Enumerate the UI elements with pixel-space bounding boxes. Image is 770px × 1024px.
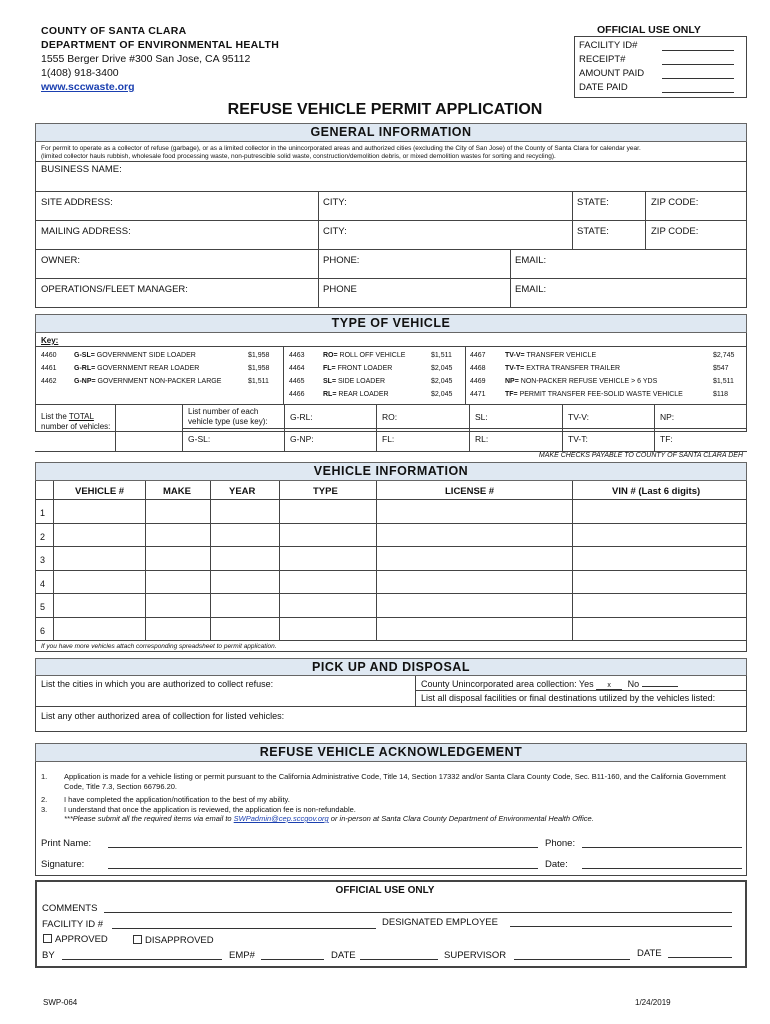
vehicle-cell-input[interactable] bbox=[54, 571, 144, 593]
by-label: BY bbox=[42, 950, 55, 961]
mailing-city-label[interactable]: CITY: bbox=[323, 226, 347, 237]
vehicle-cell-input[interactable] bbox=[211, 571, 278, 593]
official-bottom-title: OFFICIAL USE ONLY bbox=[335, 885, 435, 896]
make-header: MAKE bbox=[163, 486, 191, 497]
ops-phone-label[interactable]: PHONE bbox=[323, 284, 357, 295]
vehicle-cell-input[interactable] bbox=[573, 547, 746, 569]
vehicle-cell-input[interactable] bbox=[573, 500, 746, 522]
key-desc: GOVERNMENT SIDE LOADER bbox=[96, 352, 196, 359]
ack-item-text: I have completed the application/notification to the best of my ability. bbox=[64, 795, 290, 804]
total-post: number of vehicles: bbox=[41, 422, 111, 431]
count-np[interactable]: NP: bbox=[660, 412, 675, 422]
facility-id-bottom-field[interactable] bbox=[112, 928, 376, 929]
count-fl[interactable]: FL: bbox=[382, 434, 395, 444]
vehicle-cell-input[interactable] bbox=[280, 618, 375, 640]
vehicle-cell-input[interactable] bbox=[146, 618, 209, 640]
key-fee: $2,745 bbox=[713, 352, 735, 359]
org-address: 1555 Berger Drive #300 San Jose, CA 95112 bbox=[41, 53, 251, 65]
vehicle-cell-input[interactable] bbox=[377, 594, 571, 616]
key-code: 4467 bbox=[470, 352, 486, 359]
key-fee: $1,958 bbox=[248, 365, 270, 372]
vehicle-cell-input[interactable] bbox=[54, 594, 144, 616]
key-desc: REAR LOADER bbox=[338, 391, 389, 398]
key-fee: $2,045 bbox=[431, 378, 453, 385]
vehicle-cell-input[interactable] bbox=[573, 524, 746, 546]
total-vehicles-label bbox=[41, 412, 121, 432]
key-entry bbox=[74, 352, 196, 359]
key-code: 4464 bbox=[289, 365, 305, 372]
county-no-label: No bbox=[627, 679, 640, 689]
vehicle-cell-input[interactable] bbox=[54, 500, 144, 522]
form-code: SWP-064 bbox=[43, 998, 78, 1007]
vin-header: VIN # (Last 6 digits) bbox=[612, 486, 701, 497]
vehicle-cell-input[interactable] bbox=[573, 571, 746, 593]
key-abbr: G-NP= bbox=[74, 378, 96, 385]
date-paid-field[interactable] bbox=[662, 92, 734, 93]
ack-item-text: Application is made for a vehicle listing or permit pursuant to the California Administrative Code, Title 14, Section 17332 and/or Santa Clara County Code, Sec. B11-160, and the California Government Code, Title 7.3, Section 66796.20. bbox=[64, 772, 726, 791]
ops-email-label[interactable]: EMAIL: bbox=[515, 284, 547, 295]
rule bbox=[145, 481, 146, 640]
vehicle-row-number: 6 bbox=[40, 625, 46, 636]
key-desc: ROLL OFF VEHICLE bbox=[339, 352, 406, 359]
key-entry bbox=[505, 391, 683, 398]
vehicle-cell-input[interactable] bbox=[211, 594, 278, 616]
disapproved-option[interactable] bbox=[133, 935, 214, 946]
rule bbox=[572, 191, 573, 249]
rule bbox=[376, 481, 377, 640]
approved-label: APPROVED bbox=[55, 934, 108, 945]
date2-field[interactable] bbox=[668, 957, 732, 958]
ack-item-number: 1. bbox=[41, 772, 48, 781]
vehicle-cell-input[interactable] bbox=[377, 524, 571, 546]
date-label: Date: bbox=[545, 859, 568, 870]
key-abbr: G-RL= bbox=[74, 365, 96, 372]
vehicle-cell-input[interactable] bbox=[146, 524, 209, 546]
key-desc: TRANSFER VEHICLE bbox=[526, 352, 597, 359]
vehicle-cell-input[interactable] bbox=[280, 524, 375, 546]
rule bbox=[210, 481, 211, 640]
county-no-field[interactable] bbox=[642, 678, 678, 687]
submit-note-pre: ***Please submit all the required items via email to bbox=[64, 814, 234, 823]
site-zip-label[interactable]: ZIP CODE: bbox=[651, 197, 699, 208]
rule bbox=[35, 191, 747, 192]
vehicle-row-number: 1 bbox=[40, 508, 46, 518]
designated-employee-field[interactable] bbox=[510, 926, 732, 927]
total-underline: TOTAL bbox=[68, 412, 94, 421]
designated-employee-label: DESIGNATED EMPLOYEE bbox=[382, 917, 498, 928]
ack-item-text: I understand that once the application is reviewed, the application fee is non-refundable. bbox=[64, 805, 356, 814]
email-link[interactable]: SWPadmin@cep.sccgov.org bbox=[233, 814, 329, 823]
rule bbox=[35, 346, 747, 347]
ack-title: REFUSE VEHICLE ACKNOWLEDGEMENT bbox=[35, 743, 747, 762]
key-abbr: FL= bbox=[323, 365, 336, 372]
vehicle-cell-input[interactable] bbox=[211, 524, 278, 546]
key-abbr: RL= bbox=[323, 391, 337, 398]
vehicle-cell-input[interactable] bbox=[573, 618, 746, 640]
vehicle-cell-input[interactable] bbox=[54, 524, 144, 546]
checks-payable-note-visible: MAKE CHECKS PAYABLE TO COUNTY OF SANTA CLARA DEH bbox=[538, 452, 743, 459]
vehicle-cell-input[interactable] bbox=[211, 618, 278, 640]
official-use-title: OFFICIAL USE ONLY bbox=[597, 24, 701, 36]
rule bbox=[283, 346, 284, 404]
count-g-np[interactable]: G-NP: bbox=[290, 434, 314, 444]
print-name-label: Print Name: bbox=[41, 838, 92, 849]
count-sl[interactable]: SL: bbox=[475, 412, 488, 422]
count-g-sl[interactable]: G-SL: bbox=[188, 434, 211, 444]
key-entry bbox=[505, 365, 620, 372]
general-intro-1: For permit to operate as a collector of refuse (garbage), or as a limited collector in the unincorporated areas and authorized cities (excluding the City of San Jose) of the County of Santa Clara for calendar year. bbox=[41, 145, 641, 152]
rule bbox=[284, 404, 285, 452]
key-abbr: G-SL= bbox=[74, 352, 95, 359]
cities-label[interactable]: List the cities in which you are authorized to collect refuse: bbox=[41, 679, 274, 689]
org-phone: 1(408) 918-3400 bbox=[41, 67, 119, 79]
vehicle-cell-input[interactable] bbox=[377, 547, 571, 569]
rule bbox=[35, 706, 747, 707]
vehicle-cell-input[interactable] bbox=[54, 547, 144, 569]
date-bottom-label: DATE bbox=[331, 950, 356, 961]
revision-date: 1/24/2019 bbox=[635, 998, 671, 1007]
rule bbox=[35, 249, 747, 250]
key-code: 4466 bbox=[289, 391, 305, 398]
key-entry bbox=[74, 378, 221, 385]
website-link[interactable]: www.sccwaste.org bbox=[41, 81, 135, 93]
vehicle-cell-input[interactable] bbox=[573, 594, 746, 616]
rule bbox=[376, 404, 377, 452]
rule bbox=[35, 404, 747, 405]
rule bbox=[469, 404, 470, 452]
amount-paid-label: AMOUNT PAID bbox=[579, 68, 645, 79]
key-fee: $1,511 bbox=[248, 378, 269, 385]
vehicle-row-number: 4 bbox=[40, 578, 46, 589]
date-field[interactable] bbox=[582, 868, 742, 869]
key-code: 4465 bbox=[289, 378, 305, 385]
vehicle-cell-input[interactable] bbox=[377, 571, 571, 593]
other-area-label[interactable]: List any other authorized area of collection for listed vehicles: bbox=[41, 711, 285, 721]
rule bbox=[35, 161, 747, 162]
vehicle-cell-input[interactable] bbox=[211, 500, 278, 522]
rule bbox=[35, 278, 747, 279]
vehicle-row-number: 3 bbox=[40, 555, 46, 565]
key-desc: GOVERNMENT REAR LOADER bbox=[97, 365, 200, 372]
approved-option[interactable] bbox=[43, 934, 108, 945]
key-abbr: TV-T= bbox=[505, 365, 525, 372]
rule bbox=[35, 220, 747, 221]
mailing-zip-label[interactable]: ZIP CODE: bbox=[651, 226, 699, 237]
rule bbox=[415, 676, 416, 706]
emp-label: EMP# bbox=[229, 950, 255, 961]
phone-label: Phone: bbox=[545, 838, 576, 849]
count-ro[interactable]: RO: bbox=[382, 412, 398, 422]
type-header: TYPE bbox=[313, 486, 338, 497]
key-code: 4462 bbox=[41, 378, 57, 385]
key-fee: $1,511 bbox=[713, 378, 734, 385]
key-code: 4461 bbox=[41, 365, 57, 372]
phone-field[interactable] bbox=[582, 847, 742, 848]
key-entry bbox=[505, 352, 596, 359]
key-entry bbox=[323, 378, 385, 385]
key-fee: $1,958 bbox=[248, 352, 270, 359]
by-field[interactable] bbox=[62, 959, 222, 960]
vehicle-cell-input[interactable] bbox=[377, 618, 571, 640]
key-fee: $118 bbox=[713, 391, 729, 398]
county-yes-field[interactable]: x bbox=[596, 682, 622, 690]
key-fee: $2,045 bbox=[431, 365, 453, 372]
rule bbox=[53, 481, 54, 640]
key-code: 4471 bbox=[470, 391, 486, 398]
key-abbr: SL= bbox=[323, 378, 337, 385]
vehicle-cell-input[interactable] bbox=[146, 571, 209, 593]
supervisor-field[interactable] bbox=[514, 959, 630, 960]
comments-field[interactable] bbox=[104, 912, 732, 913]
site-address-label[interactable]: SITE ADDRESS: bbox=[41, 197, 113, 208]
vehicle-cell-input[interactable] bbox=[146, 594, 209, 616]
form-title: REFUSE VEHICLE PERMIT APPLICATION bbox=[227, 101, 543, 118]
count-tf[interactable]: TF: bbox=[660, 434, 673, 444]
signature-field[interactable] bbox=[108, 868, 538, 869]
rule bbox=[562, 404, 563, 452]
county-collection bbox=[421, 678, 678, 690]
disposal-label[interactable]: List all disposal facilities or final destinations utilized by the vehicles listed: bbox=[421, 693, 716, 703]
owner-label[interactable]: OWNER: bbox=[41, 255, 81, 266]
site-state-label[interactable]: STATE: bbox=[577, 197, 609, 208]
key-entry bbox=[323, 365, 392, 372]
rule bbox=[35, 640, 747, 641]
count-tv-t[interactable]: TV-T: bbox=[568, 434, 588, 444]
general-info-title: GENERAL INFORMATION bbox=[35, 123, 747, 142]
facility-id-bottom-label: FACILITY ID # bbox=[42, 919, 104, 930]
business-name-label[interactable]: BUSINESS NAME: bbox=[41, 164, 122, 175]
total-pre: List the bbox=[41, 412, 69, 421]
disapproved-label: DISAPPROVED bbox=[145, 935, 214, 946]
key-desc: PERMIT TRANSFER FEE-SOLID WASTE VEHICLE bbox=[519, 391, 683, 398]
key-desc: SIDE LOADER bbox=[338, 378, 386, 385]
vehicle-row-number: 5 bbox=[40, 602, 46, 612]
ack-item-number: 3. bbox=[41, 805, 48, 814]
mailing-address-label[interactable]: MAILING ADDRESS: bbox=[41, 226, 131, 237]
facility-id-field[interactable] bbox=[662, 50, 734, 51]
print-name-field[interactable] bbox=[108, 847, 538, 848]
key-fee: $1,511 bbox=[431, 352, 452, 359]
key-code: 4469 bbox=[470, 378, 486, 385]
rule bbox=[645, 191, 646, 249]
more-vehicles-note: If you have more vehicles attach corresponding spreadsheet to permit application. bbox=[41, 643, 277, 650]
date-bottom-field[interactable] bbox=[360, 959, 438, 960]
rule bbox=[415, 690, 747, 691]
supervisor-label: SUPERVISOR bbox=[444, 950, 507, 961]
vehicle-info-title: VEHICLE INFORMATION bbox=[35, 462, 747, 481]
submit-note bbox=[64, 814, 594, 823]
key-code: 4468 bbox=[470, 365, 486, 372]
vehicle-cell-input[interactable] bbox=[211, 547, 278, 569]
key-abbr: RO= bbox=[323, 352, 338, 359]
vehicle-cell-input[interactable] bbox=[377, 500, 571, 522]
key-abbr: NP= bbox=[505, 378, 519, 385]
key-entry bbox=[323, 391, 389, 398]
disapproved-checkbox[interactable] bbox=[133, 935, 142, 944]
key-abbr: TF= bbox=[505, 391, 518, 398]
count-rl[interactable]: RL: bbox=[475, 434, 489, 444]
receipt-field[interactable] bbox=[662, 64, 734, 65]
rule bbox=[318, 191, 319, 308]
rule bbox=[182, 428, 747, 429]
vehicle-cell-input[interactable] bbox=[280, 594, 375, 616]
count-g-rl[interactable]: G-RL: bbox=[290, 412, 313, 422]
key-desc: EXTRA TRANSFER TRAILER bbox=[526, 365, 621, 372]
rule bbox=[572, 481, 573, 640]
department-name: DEPARTMENT OF ENVIRONMENTAL HEALTH bbox=[41, 39, 280, 51]
key-entry bbox=[323, 352, 405, 359]
year-header: YEAR bbox=[229, 486, 256, 497]
key-desc: GOVERNMENT NON-PACKER LARGE bbox=[97, 378, 222, 385]
date-paid-label: DATE PAID bbox=[579, 82, 628, 93]
mailing-state-label[interactable]: STATE: bbox=[577, 226, 609, 237]
facility-id-label: FACILITY ID# bbox=[579, 40, 638, 51]
license-header: LICENSE # bbox=[445, 486, 495, 497]
key-abbr: TV-V= bbox=[505, 352, 525, 359]
amount-paid-field[interactable] bbox=[662, 78, 734, 79]
each-type-label: List number of each vehicle type (use key): bbox=[188, 407, 268, 426]
key-desc: NON-PACKER REFUSE VEHICLE > 6 YDS bbox=[520, 378, 658, 385]
vehicle-cell-input[interactable] bbox=[146, 547, 209, 569]
type-of-vehicle-title: TYPE OF VEHICLE bbox=[35, 314, 747, 333]
owner-phone-label[interactable]: PHONE: bbox=[323, 255, 360, 266]
signature-label: Signature: bbox=[41, 859, 85, 870]
ops-manager-label[interactable]: OPERATIONS/FLEET MANAGER: bbox=[41, 284, 188, 295]
vehicle-cell-input[interactable] bbox=[280, 500, 375, 522]
date2-label: DATE bbox=[637, 948, 662, 959]
general-intro-2: (limited collector hauls rubbish, wholesale food processing waste, non-putrescible solid waste, construction/demolition debris, or mixed demolition wastes for sorting and recycling). bbox=[41, 153, 556, 160]
rule bbox=[654, 404, 655, 452]
key-desc: FRONT LOADER bbox=[337, 365, 393, 372]
approved-checkbox[interactable] bbox=[43, 934, 52, 943]
rule bbox=[279, 481, 280, 640]
vehicle-cell-input[interactable] bbox=[146, 500, 209, 522]
vehicle-cell-input[interactable] bbox=[280, 571, 375, 593]
count-tv-v[interactable]: TV-V: bbox=[568, 412, 589, 422]
key-label: Key: bbox=[41, 336, 59, 345]
key-fee: $2,045 bbox=[431, 391, 453, 398]
ack-item-number: 2. bbox=[41, 795, 48, 804]
rule bbox=[115, 404, 116, 452]
vehicle-cell-input[interactable] bbox=[280, 547, 375, 569]
key-fee: $547 bbox=[713, 365, 729, 372]
key-entry bbox=[505, 378, 657, 385]
site-city-label[interactable]: CITY: bbox=[323, 197, 347, 208]
key-code: 4463 bbox=[289, 352, 305, 359]
vehicle-cell-input[interactable] bbox=[54, 618, 144, 640]
owner-email-label[interactable]: EMAIL: bbox=[515, 255, 547, 266]
key-entry bbox=[74, 365, 199, 372]
comments-label: COMMENTS bbox=[42, 903, 98, 914]
receipt-label: RECEIPT# bbox=[579, 54, 626, 65]
submit-note-post: or in-person at Santa Clara County Department of Environmental Health Office. bbox=[328, 814, 594, 823]
rule bbox=[465, 346, 466, 404]
pickup-title: PICK UP AND DISPOSAL bbox=[35, 658, 747, 676]
county-collection-label: County Unincorporated area collection: Yes bbox=[421, 679, 597, 689]
key-code: 4460 bbox=[41, 352, 57, 359]
org-name: COUNTY OF SANTA CLARA bbox=[41, 25, 187, 37]
emp-field[interactable] bbox=[261, 959, 324, 960]
vehicle-number-header: VEHICLE # bbox=[75, 486, 125, 497]
vehicle-row-number: 2 bbox=[40, 531, 46, 542]
rule bbox=[510, 249, 511, 308]
